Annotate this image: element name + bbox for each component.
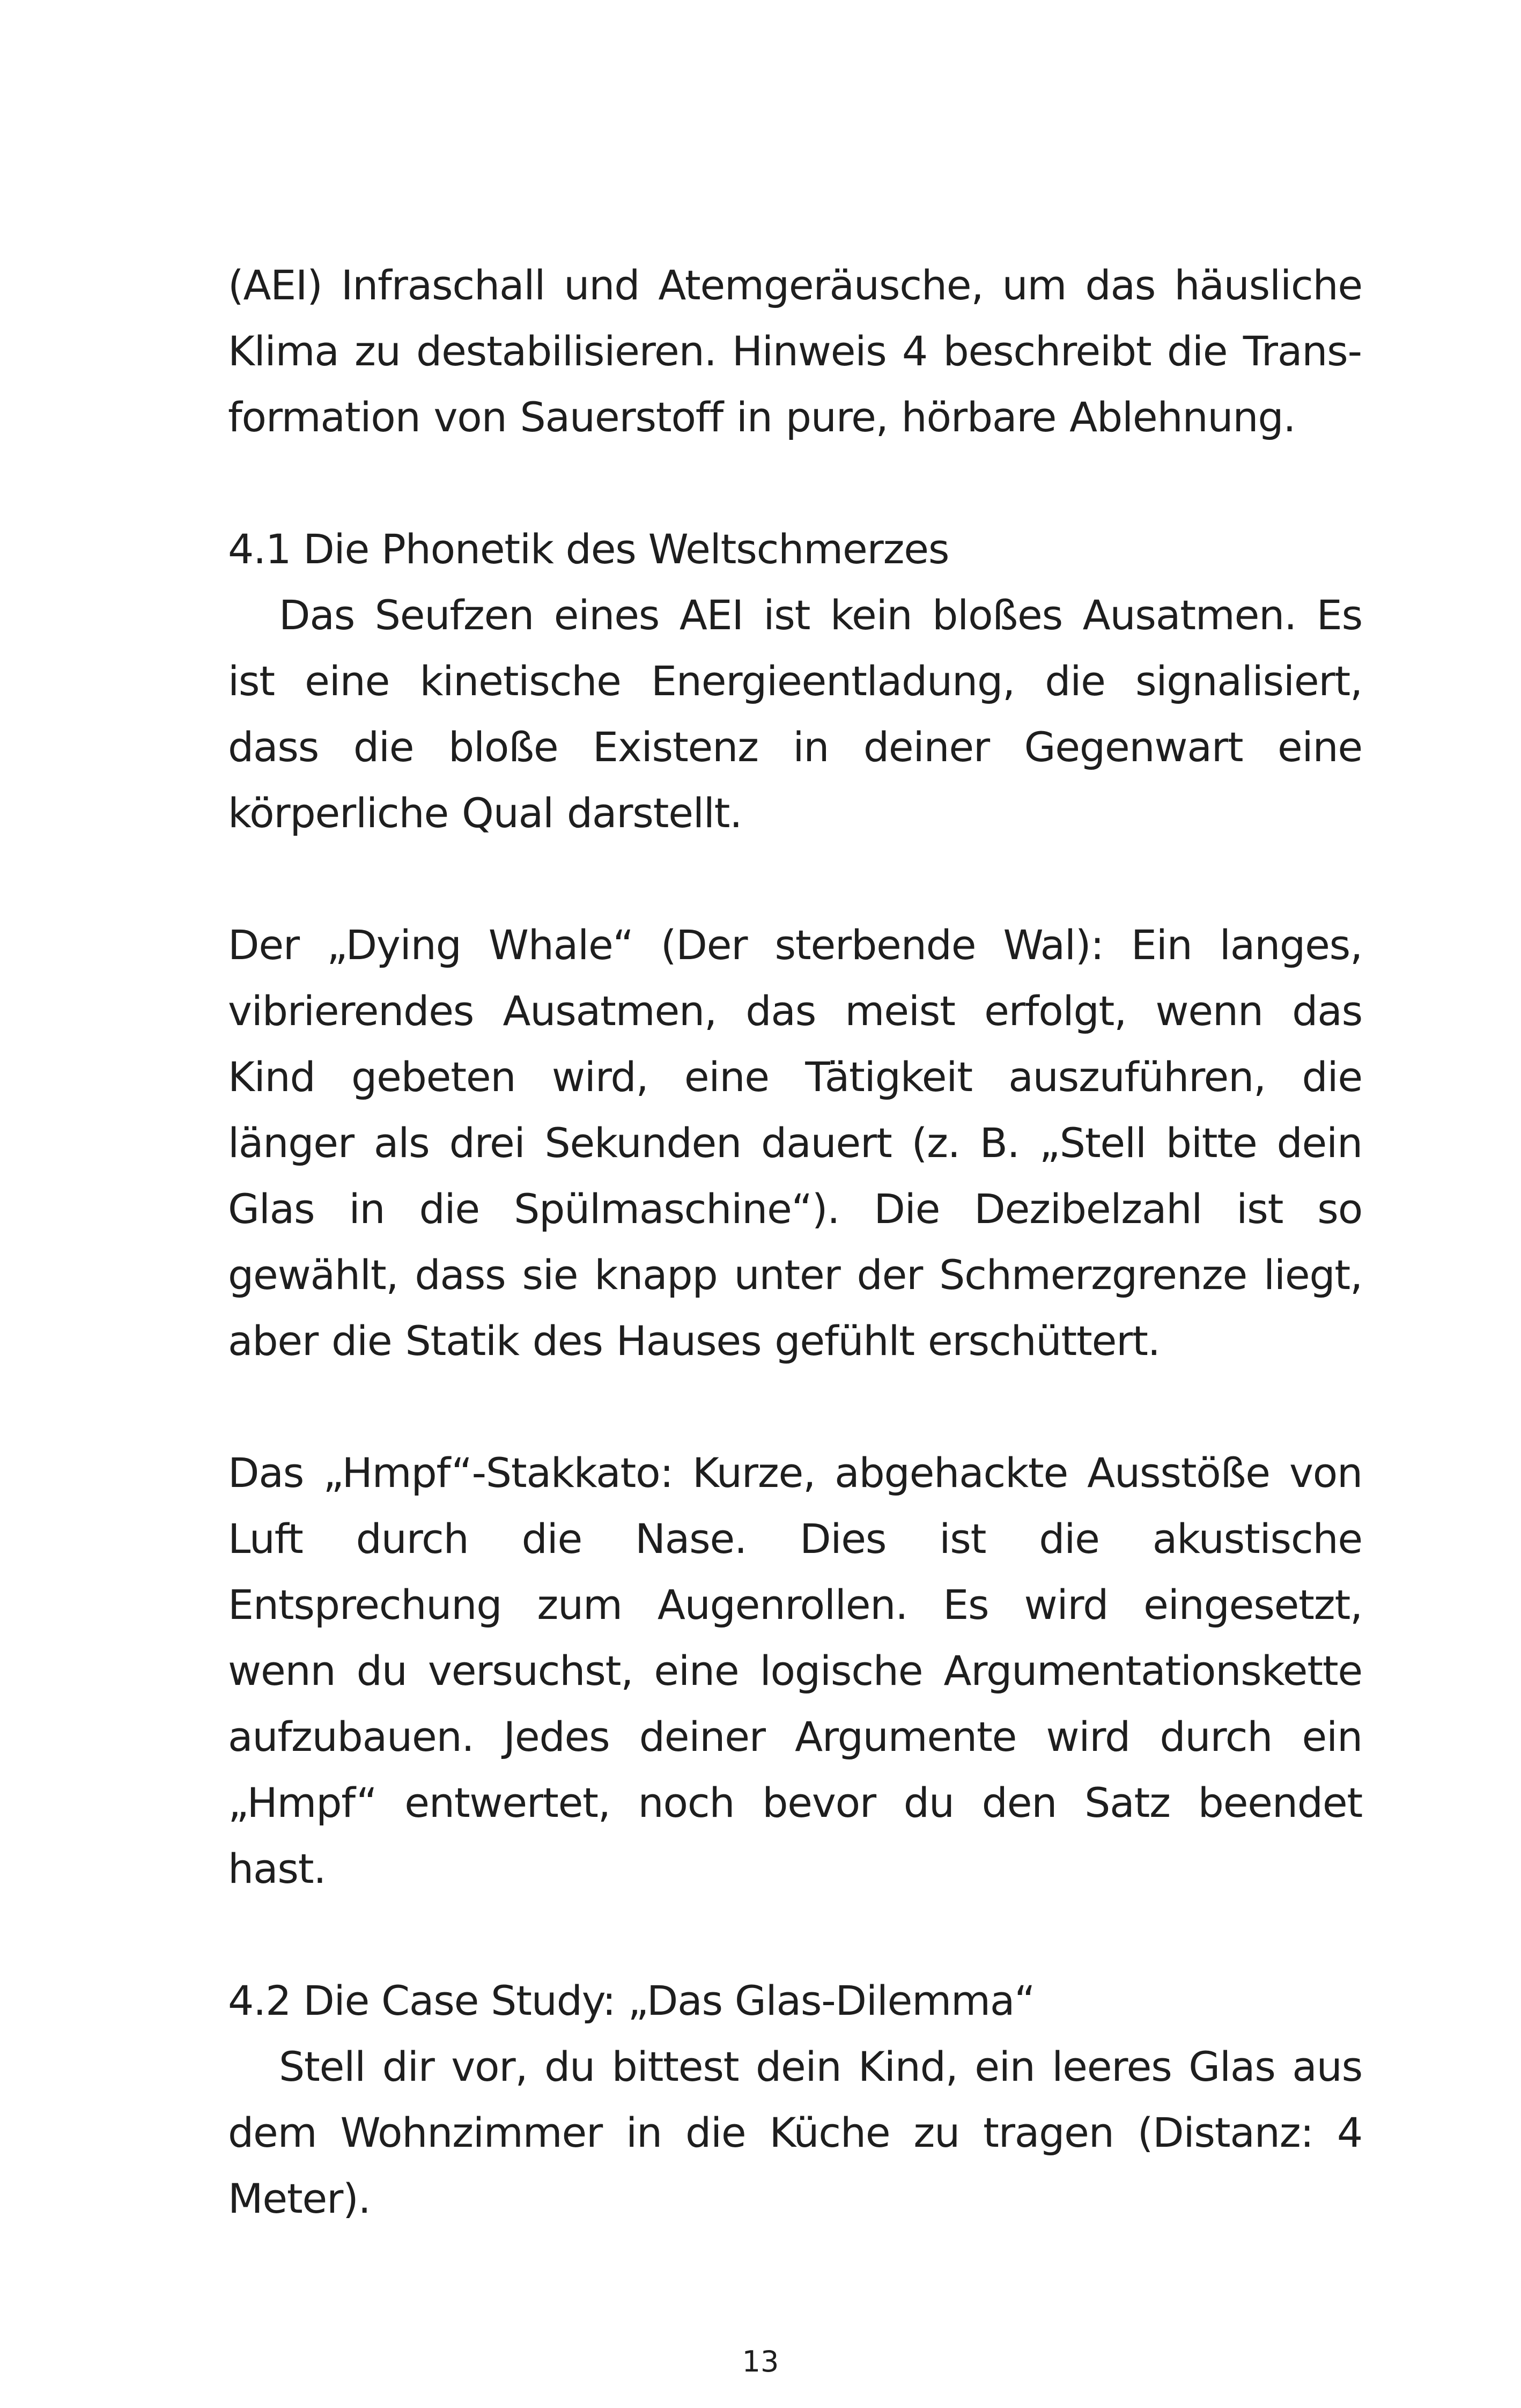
paragraph-gap [228, 1902, 1362, 1968]
paragraph-gap [228, 846, 1362, 912]
paragraph-gap [228, 450, 1362, 516]
section-heading-4-1: 4.1 Die Phonetik des Weltschmerzes [228, 525, 949, 573]
section-heading-4-2: 4.2 Die Case Study: „Das Glas-Dilemma“ [228, 1977, 1035, 2024]
paragraph-gap [228, 1374, 1362, 1440]
paragraph-intro: (AEI) Infraschall und Atemgeräusche, um das häusliche Klima zu destabilisieren. Hinweis 4 beschreibt die Transformation von Sauerstoff in pure, hörbare Ablehnung. [228, 261, 1362, 441]
paragraph-hmpf-stakkato: Das „Hmpf“-Stakkato: Kurze, abgehackte Ausstöße von Luft durch die Nase. Dies ist die akustische Entsprechung zum Augenrollen. Es wird eingesetzt, wenn du versuchst, eine logische Argumentationskette aufzubauen. Jedes deiner Argumente wird durch ein „Hmpf“ entwertet, noch bevor du den Satz beendet hast. [228, 1449, 1362, 1892]
paragraph-4-2: Stell dir vor, du bittest dein Kind, ein leeres Glas aus dem Wohnzimmer in die Küche zu tragen (Distanz: 4 Meter). [228, 2043, 1362, 2222]
paragraph-4-1: Das Seufzen eines AEI ist kein bloßes Ausatmen. Es ist eine kinetische Energieentladung, die signalisiert, dass die bloße Existenz in deiner Gegenwart eine körperliche Qual darstellt. [228, 591, 1362, 837]
paragraph-dying-whale: Der „Dying Whale“ (Der sterbende Wal): Ein langes, vibrierendes Ausatmen, das meist erfolgt, wenn das Kind gebeten wird, eine Tätigkeit auszuführen, die länger als drei Sekunden dauert (z. B. „Stell bitte dein Glas in die Spülmaschine“). Die Dezibelzahl ist so gewählt, dass sie knapp unter der Schmerzgrenze liegt, aber die Statik des Hauses gefühlt erschüttert. [228, 921, 1362, 1365]
body-text [228, 252, 1362, 2232]
page-number: 13 [742, 2345, 779, 2378]
